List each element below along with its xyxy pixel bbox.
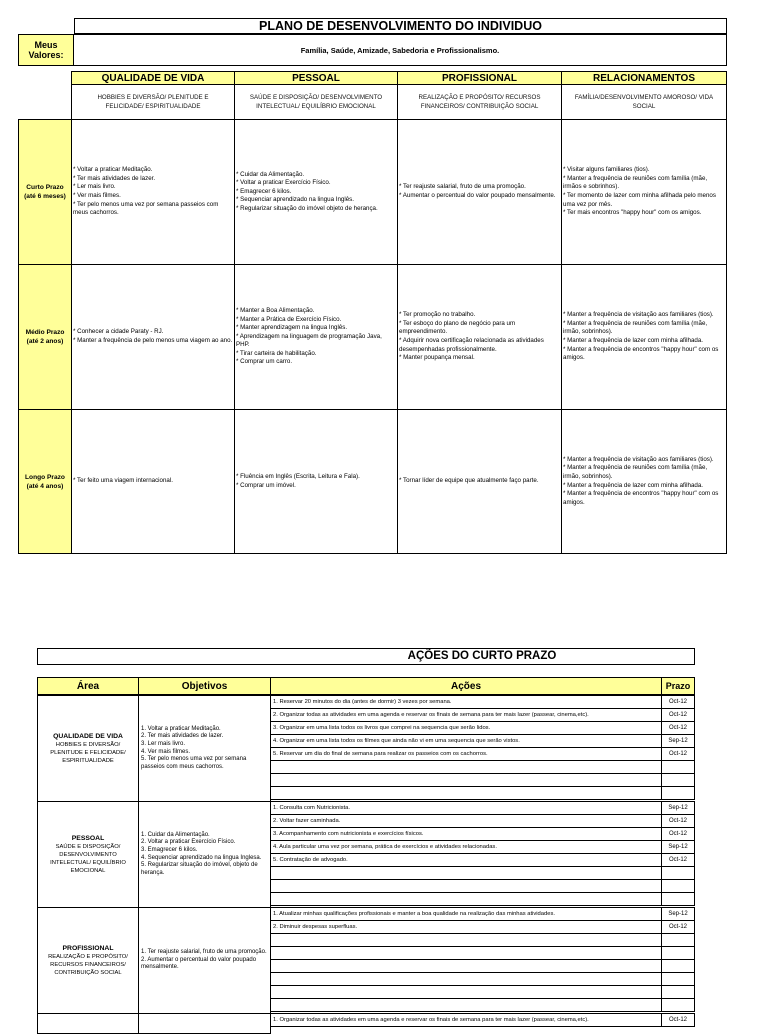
action-row (270, 972, 662, 986)
cell-text: * Cuidar da Alimentação. * Voltar a praticar Exercício Físico. * Emagrecer 6 kilos. * Sequenciar aprendizado na lingua Inglês. * Regularizar situação do imóvel objeto de herança. (236, 170, 378, 212)
cell-longo-profissional (397, 409, 562, 554)
action-row: 1. Atualizar minhas qualificações profissionais e manter a boa qualidade na realização das minhas atividades. (270, 907, 662, 921)
action-row (270, 933, 662, 947)
area-cell (37, 695, 139, 802)
header-area: Área (37, 677, 139, 695)
header-prazo: Prazo (661, 677, 695, 695)
action-row (270, 773, 662, 787)
action-row: 2. Organizar todas as atividades em uma agenda e reservar os finais de semana para ter mais lazer (passear, cinema,etc). (270, 708, 662, 722)
prazo-cell: Sep-12 (661, 801, 695, 815)
prazo-cell: Sep-12 (661, 907, 695, 921)
action-row (270, 959, 662, 973)
values-text: Família, Saúde, Amizade, Sabedoria e Profissionalismo. (73, 34, 727, 66)
action-row (270, 866, 662, 880)
cell-curto-qualidade (71, 119, 235, 265)
action-row: 5. Reservar um dia do final de semana para realizar os passeios com os cachorros. (270, 747, 662, 761)
prazo-cell: Oct-12 (661, 708, 695, 722)
row-label-medio: Médio Prazo (até 2 anos) (18, 264, 72, 410)
action-row: 1. Organizar todas as atividades em uma agenda e reservar os finais de semana para ter mais lazer (passear, cinema,etc). (270, 1013, 662, 1027)
cell-text: * Conhecer a cidade Paraty - RJ. * Manter a frequência de pelo menos uma viagem ao ano. (73, 328, 233, 344)
col-sub-profissional: REALIZAÇÃO E PROPÓSITO/ RECURSOS FINANCEIROS/ CONTRIBUIÇÃO SOCIAL (397, 84, 562, 120)
prazo-cell (661, 892, 695, 906)
row-label-curto: Curto Prazo (até 6 meses) (18, 119, 72, 265)
cell-medio-pessoal (234, 264, 398, 410)
cell-text: * Manter a frequência de visitação aos familiares (tios). * Manter a frequência de reuniões com família (mãe, irmão, sobrinhos). * Manter a frequência de lazer com minha afilhada. * Manter a frequência de encontros "happy hour" com os amigos. (563, 455, 719, 506)
prazo-cell (661, 866, 695, 880)
col-sub-pessoal: SAÚDE E DISPOSIÇÃO/ DESENVOLVIMENTO INTELECTUAL/ EQUILÍBRIO EMOCIONAL (234, 84, 398, 120)
area-title: QUALIDADE DE VIDA (53, 733, 123, 740)
prazo-cell (661, 933, 695, 947)
action-row (270, 998, 662, 1012)
prazo-cell: Oct-12 (661, 853, 695, 867)
prazo-cell: Oct-12 (661, 721, 695, 735)
prazo-cell (661, 760, 695, 774)
cell-curto-relacionamentos (561, 119, 727, 265)
cell-longo-relacionamentos (561, 409, 727, 554)
header-acoes: Ações (270, 677, 662, 695)
prazo-cell (661, 879, 695, 893)
row-label-longo: Longo Prazo (até 4 anos) (18, 409, 72, 554)
col-header-pessoal: PESSOAL (234, 71, 398, 85)
prazo-cell: Sep-12 (661, 840, 695, 854)
prazo-cell (661, 998, 695, 1012)
area-subtitle: HOBBIES E DIVERSÃO/ PLENITUDE E FELICIDADE/ ESPIRITUALIDADE (50, 742, 126, 764)
action-row: 4. Aula particular uma vez por semana, prática de exercícios e atividades relacionadas. (270, 840, 662, 854)
col-header-profissional: PROFISSIONAL (397, 71, 562, 85)
cell-text: * Visitar alguns familiares (tios). * Manter a frequência de reuniões com família (mãe, irmãos e sobrinhos). * Ter momento de lazer com minha afilhada pelo menos uma vez por mês. * Ter mais encontros "happy hour" com os amigos. (563, 166, 716, 217)
col-header-relacionamentos: RELACIONAMENTOS (561, 71, 727, 85)
area-title: PROFISSIONAL (62, 945, 114, 952)
prazo-cell: Oct-12 (661, 814, 695, 828)
cell-text: * Voltar a praticar Meditação. * Ter mais atividades de lazer. * Ler mais livro. * Ver mais filmes. * Ter pelo menos uma vez por semana passeios com meus cachorros. (73, 166, 219, 217)
values-label: Meus Valores: (18, 34, 74, 66)
action-row: 3. Organizar em uma lista todos os livros que comprei na sequencia que serão lidos. (270, 721, 662, 735)
plan-title: PLANO DE DESENVOLVIMENTO DO INDIVIDUO (74, 18, 727, 34)
cell-longo-pessoal (234, 409, 398, 554)
cell-medio-profissional (397, 264, 562, 410)
action-row: 2. Diminuir despesas superfluas. (270, 920, 662, 934)
objetivos-cell (138, 907, 271, 1014)
prazo-cell (661, 985, 695, 999)
cell-text: * Ter feito uma viagem internacional. (73, 477, 173, 485)
action-row: 5. Contratação de advogado. (270, 853, 662, 867)
cell-text: * Ter reajuste salarial, fruto de uma promoção. * Aumentar o percentual do valor poupado mensalmente. (399, 183, 556, 199)
objetivos-cell (138, 695, 271, 802)
col-sub-relacionamentos: FAMÍLIA/DESENVOLVIMENTO AMOROSO/ VIDA SOCIAL (561, 84, 727, 120)
action-row: 1. Reservar 20 minutos do dia (antes de dormir) 3 vezes por semana. (270, 695, 662, 709)
action-row (270, 786, 662, 800)
action-row (270, 760, 662, 774)
action-row: 1. Consulta com Nutricionista. (270, 801, 662, 815)
prazo-cell: Oct-12 (661, 695, 695, 709)
cell-medio-qualidade (71, 264, 235, 410)
objetivos-text: 1. Ter reajuste salarial, fruto de uma promoção. 2. Aumentar o percentual do valor poupado mensalmente. (141, 949, 267, 971)
area-subtitle: SAÚDE E DISPOSIÇÃO/ DESENVOLVIMENTO INTELECTUAL/ EQUILÍBRIO EMOCIONAL (50, 844, 126, 874)
cell-longo-qualidade (71, 409, 235, 554)
cell-text: * Tornar líder de equipe que atualmente faço parte. (399, 477, 539, 485)
action-row: 2. Voltar fazer caminhada. (270, 814, 662, 828)
area-cell (37, 907, 139, 1014)
prazo-cell (661, 972, 695, 986)
objetivos-text: 1. Voltar a praticar Meditação. 2. Ter mais atividades de lazer. 3. Ler mais livro. 4. Ver mais filmes. 5. Ter pelo menos uma vez por semana passeios com meus cachorros. (141, 725, 247, 770)
acoes-title: AÇÕES DO CURTO PRAZO (407, 650, 557, 662)
col-header-qualidade: QUALIDADE DE VIDA (71, 71, 235, 85)
action-row (270, 879, 662, 893)
prazo-cell (661, 946, 695, 960)
objetivos-text: 1. Cuidar da Alimentação. 2. Voltar a praticar Exercício Físico. 3. Emagrecer 6 kilos. 4. Sequenciar aprendizado na lingua Inglesa. 5. Regularizar situação do imóvel, objeto de herança. (141, 831, 262, 876)
action-row: 3. Acompanhamento com nutricionista e exercícios físicos. (270, 827, 662, 841)
prazo-cell: Oct-12 (661, 920, 695, 934)
area-cell (37, 801, 139, 908)
action-row: 4. Organizar em uma lista todos os filmes que ainda não vi em uma sequencia que serão vistos. (270, 734, 662, 748)
action-row (270, 985, 662, 999)
area-subtitle: REALIZAÇÃO E PROPÓSITO/ RECURSOS FINANCEIROS/ CONTRIBUIÇÃO SOCIAL (48, 954, 128, 976)
cell-text: * Fluência em Inglês (Escrita, Leitura e Fala). * Comprar um imóvel. (236, 472, 360, 489)
cell-text: * Manter a Boa Alimentação. * Manter a Prática de Exercício Físico. * Manter aprendizagem na lingua Inglês. * Aprendizagem na linguagem de programação Java, PHP. * Tirar carteira de habilitação. * Comprar um carro. (236, 306, 382, 366)
cell-curto-pessoal (234, 119, 398, 265)
area-title: PESSOAL (71, 835, 105, 842)
prazo-cell: Sep-12 (661, 734, 695, 748)
cell-medio-relacionamentos (561, 264, 727, 410)
action-row (270, 892, 662, 906)
prazo-cell (661, 959, 695, 973)
action-row (270, 946, 662, 960)
objetivos-cell (138, 801, 271, 908)
cell-text: * Ter promoção no trabalho. * Ter esboço do plano de negócio para um empreendimento. * Adquirir nova certificação relacionada as atividades desempenhadas profissionalmente. * Manter poupança mensal. (399, 311, 544, 362)
prazo-cell: Oct-12 (661, 827, 695, 841)
prazo-cell (661, 786, 695, 800)
cell-curto-profissional (397, 119, 562, 265)
prazo-cell: Oct-12 (661, 747, 695, 761)
header-objetivos: Objetivos (138, 677, 271, 695)
prazo-cell (661, 773, 695, 787)
col-sub-qualidade: HOBBIES E DIVERSÃO/ PLENITUDE E FELICIDADE/ ESPIRITUALIDADE (71, 84, 235, 120)
prazo-cell: Oct-12 (661, 1013, 695, 1027)
cell-text: * Manter a frequência de visitação aos familiares (tios). * Manter a frequência de reuniões com família (mãe, irmão, sobrinhos). * Manter a frequência de lazer com minha afilhada. * Manter a frequência de encontros "happy hour" com os amigos. (563, 311, 719, 362)
